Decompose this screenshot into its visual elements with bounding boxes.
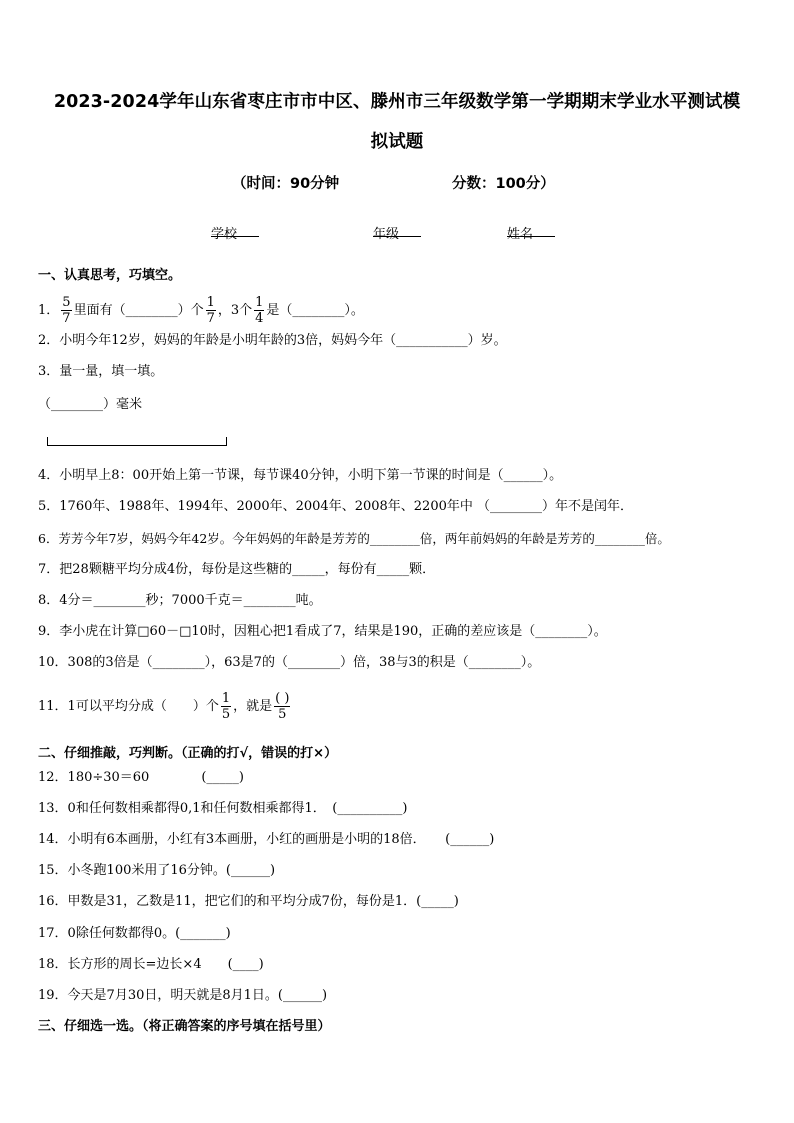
question-8: 8．4分＝________秒；7000千克＝________吨。 bbox=[38, 593, 322, 608]
question-9: 9．李小虎在计算□60－□10时，因粗心把1看成了7，结果是190，正确的差应该是（________）。 bbox=[38, 624, 607, 639]
fraction-denominator: 5 bbox=[221, 707, 231, 722]
section3-heading: 三、仔细选一选。（将正确答案的序号填在括号里） bbox=[38, 1019, 331, 1034]
exam-title-line2: 拟试题 bbox=[370, 132, 424, 152]
question-3-answer: （________）毫米 bbox=[38, 397, 143, 412]
grade-blank[interactable] bbox=[373, 223, 421, 237]
question-19: 19．今天是7月30日，明天就是8月1日。(______) bbox=[38, 988, 328, 1003]
question-18: 18．长方形的周长=边长×4 (____) bbox=[38, 957, 264, 972]
q11-text-part2: ，就是 bbox=[233, 699, 273, 714]
fraction-numerator: 5 bbox=[62, 295, 71, 310]
fraction-numerator: ( ) bbox=[275, 691, 290, 706]
section1-heading: 一、认真思考，巧填空。 bbox=[38, 268, 182, 283]
q1-text-part1: 里面有（________）个 bbox=[73, 303, 204, 318]
question-1 bbox=[38, 296, 364, 325]
fraction-numerator: 1 bbox=[206, 295, 215, 310]
school-label: 学校 bbox=[211, 227, 238, 242]
question-7: 7．把28颗糖平均分成4份，每份是这些糖的_____，每份有_____颗． bbox=[38, 562, 436, 577]
fraction-5-7 bbox=[61, 296, 71, 325]
name-blank[interactable] bbox=[507, 223, 555, 237]
fraction-denominator: 4 bbox=[255, 311, 264, 326]
q1-text-part3: 是（________）。 bbox=[266, 303, 364, 318]
question-2: 2．小明今年12岁，妈妈的年龄是小明年龄的3倍，妈妈今年（___________）岁。 bbox=[38, 333, 507, 348]
section2-heading: 二、仔细推敲，巧判断。（正确的打√，错误的打×） bbox=[38, 746, 338, 761]
question-17: 17．0除任何数都得0。(_______) bbox=[38, 926, 231, 941]
fraction-1-5 bbox=[221, 692, 231, 721]
question-13: 13．0和任何数相乘都得0,1和任何数相乘都得1． (__________) bbox=[38, 801, 408, 816]
question-10: 10．308的3倍是（________），63是7的（________）倍，38与3的积是（________）。 bbox=[38, 655, 541, 670]
question-4: 4．小明早上8：00开始上第一节课，每节课40分钟，小明下第一节课的时间是（______）。 bbox=[38, 468, 563, 483]
school-blank[interactable] bbox=[211, 223, 259, 237]
question-12: 12．180÷30＝60 (_____) bbox=[38, 770, 244, 785]
question-5: 5．1760年、1988年、1994年、2000年、2004年、2008年、2200年中 （________）年不是闰年． bbox=[38, 499, 633, 514]
question-16: 16．甲数是31，乙数是11，把它们的和平均分成7份，每份是1．(_____) bbox=[38, 894, 459, 909]
fraction-1-4 bbox=[254, 296, 264, 325]
fraction-numerator: 1 bbox=[221, 691, 231, 706]
question-14: 14．小明有6本画册，小红有3本画册，小红的画册是小明的18倍． (______) bbox=[38, 832, 495, 847]
q1-number: 1． bbox=[38, 303, 60, 318]
name-label: 姓名 bbox=[507, 227, 534, 242]
question-6: 6．芳芳今年7岁，妈妈今年42岁。今年妈妈的年龄是芳芳的________倍，两年前妈妈的年龄是芳芳的________倍。 bbox=[38, 531, 670, 546]
fraction-denominator: 7 bbox=[206, 311, 215, 326]
exam-title-line1: 2023-2024学年山东省枣庄市市中区、滕州市三年级数学第一学期期末学业水平测试模 bbox=[53, 92, 741, 112]
time-limit: （时间：90分钟 bbox=[232, 176, 340, 192]
total-score: 分数：100分） bbox=[452, 176, 555, 192]
fraction-numerator: 1 bbox=[255, 295, 264, 310]
measurement-segment bbox=[47, 437, 227, 446]
q1-text-part2: ，3个 bbox=[217, 303, 253, 318]
q11-text-part1: 11．1可以平均分成（ ）个 bbox=[38, 699, 219, 714]
fraction-denominator: 7 bbox=[62, 311, 71, 326]
fraction-denominator: 5 bbox=[278, 707, 287, 722]
question-15: 15．小冬跑100米用了16分钟。(______) bbox=[38, 863, 276, 878]
question-3: 3．量一量，填一填。 bbox=[38, 364, 164, 379]
question-11 bbox=[38, 692, 292, 721]
fraction-1-7 bbox=[206, 296, 216, 325]
grade-label: 年级 bbox=[373, 227, 400, 242]
fraction-blank-5 bbox=[274, 692, 290, 721]
